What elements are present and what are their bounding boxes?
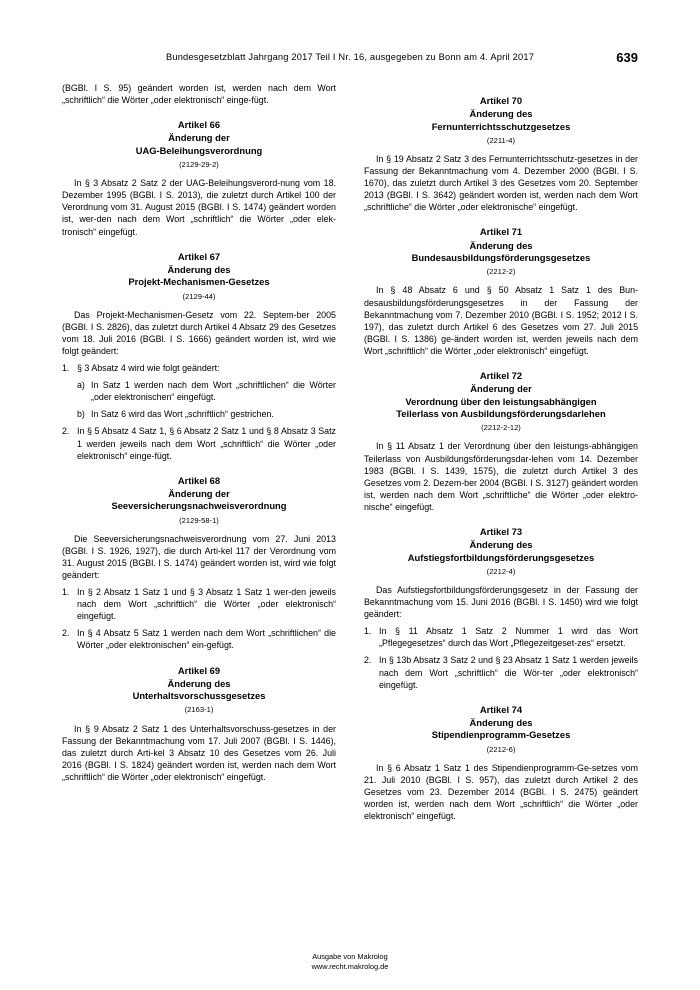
article-title: Artikel 70: [479, 95, 523, 106]
list-item-text: In § 5 Absatz 4 Satz 1, § 6 Absatz 2 Satz 1 und § 8 Absatz 3 Satz 1 werden jeweils nach dem Wort „schriftlich“ die Wörter „oder elektronisch“ einge-fügt.: [77, 426, 336, 461]
article-subtitle: Änderung des Stipendienprogramm-Gesetzes: [431, 716, 571, 741]
list-item-text: In § 13b Absatz 3 Satz 2 und § 23 Absatz 1 Satz 1 werden jeweils nach dem Wort „schriftlich“ die Wör-ter „oder elektronisch“ eingefügt.: [379, 655, 638, 690]
article-subtitle: Änderung des Unterhaltsvorschussgesetzes: [132, 677, 266, 702]
article-code: (2129-44): [182, 291, 216, 301]
header-title: Bundesgesetzblatt Jahrgang 2017 Teil I Nr. 16, ausgegeben zu Bonn am 4. April 2017: [165, 52, 535, 62]
list-item-text: In § 4 Absatz 5 Satz 1 werden nach dem Wort „schriftlichen“ die Wörter „oder elektronischen“ ein-gefügt.: [77, 628, 336, 651]
right-column: [364, 82, 638, 942]
list-item-marker: 2.: [62, 628, 70, 639]
article-subtitle: Änderung der UAG-Beleihungsverordnung: [135, 132, 263, 156]
list-item-text: § 3 Absatz 4 wird wie folgt geändert:: [77, 363, 220, 374]
list-item: [62, 362, 336, 374]
article-code: (2211-4): [486, 135, 516, 145]
article-title: Artikel 66: [177, 119, 221, 131]
list-item: [364, 625, 638, 649]
article-code: (2129-29-2): [179, 160, 219, 170]
columns-container: [62, 82, 638, 942]
footer-line-1: Ausgabe von Makrolog: [312, 952, 388, 961]
article-title: Artikel 72: [479, 370, 523, 382]
article-code: (2212-4): [486, 566, 516, 576]
article-sublist: [77, 379, 336, 420]
article-paragraph: In § 11 Absatz 1 der Verordnung über den leistungs-abhängigen Teilerlass von Ausbildungsförderungsdar-lehen vom 14. Dezember 1983 (BGBl. I S. 1439, 1575), die zuletzt durch Artikel 3 des Gesetzes vom 2. Dezem-ber 2004 (BGBl. I S. 3127) geändert worden ist, werden nach dem Wort „schriftliche“ die Wörter „oder elektro-nische“ eingefügt.: [364, 441, 638, 512]
article-code: (2163-1): [184, 705, 214, 715]
article-paragraph: In § 3 Absatz 2 Satz 2 der UAG-Beleihungsverord-nung vom 18. Dezember 1995 (BGBl. I S. 2013), die zuletzt durch Artikel 100 der Verordnung vom 31. August 2015 (BGBl. I S. 1474) geändert worden ist, wer-den nach dem Wort „schriftlich“ die Wörter „oder elek-tronisch“ eingefügt.: [62, 178, 336, 237]
article-subtitle: Änderung des Bundesausbildungsförderungsgesetzes: [411, 239, 591, 263]
article-code: (2212-6): [486, 744, 516, 754]
list-item: [62, 586, 336, 622]
list-item-marker: 2.: [364, 655, 372, 666]
article-paragraph: In § 6 Absatz 1 Satz 1 des Stipendienprogramm-Ge-setzes vom 21. Juli 2010 (BGBl. I S. 957), das zuletzt durch Artikel 2 des Gesetzes vom 23. Dezember 2014 (BGBl. I S. 2475) geändert worden ist, werden nach dem Wort „schriftlich“ die Wörter „oder elektronisch“ eingefügt.: [364, 762, 638, 822]
list-item-marker: 1.: [364, 626, 372, 637]
article-subtitle: Änderung des Aufstiegsfortbildungsförderungsgesetzes: [407, 539, 595, 563]
article-subtitle: Änderung der Verordnung über den leistungsabhängigen Teilerlass von Ausbildungsförderungsdarlehen: [396, 383, 606, 419]
article-title: Artikel 74: [479, 703, 523, 715]
page-header: [62, 50, 638, 65]
sublist-item-text: In Satz 1 werden nach dem Wort „schriftlichen“ die Wörter „oder elektronischen“ eingefügt.: [91, 380, 336, 403]
list-item-text: In § 2 Absatz 1 Satz 1 und § 3 Absatz 1 Satz 1 wer-den jeweils nach dem Wort „schriftlich“ die Wörter „oder elektronisch“ eingefügt.: [77, 587, 336, 622]
article-paragraph: In § 19 Absatz 2 Satz 3 des Fernunterrichtsschutz-gesetzes in der Fassung der Bekanntmachung vom 4. Dezember 2000 (BGBl. I S. 1670), das zuletzt durch Artikel 3 des Gesetzes vom 20. September 2013 (BGBl. I S. 3642) geändert worden ist, werden nach dem Wort „schriftliche“ die Wörter „oder elektronische“ eingefügt.: [364, 154, 638, 213]
article-list: [364, 625, 638, 690]
article-code: (2212-2): [486, 267, 516, 277]
list-item-marker: 1.: [62, 363, 70, 374]
article-subtitle: Änderung der Seeversicherungsnachweisverordnung: [111, 487, 287, 512]
sublist-item: [77, 379, 336, 403]
list-item: [364, 654, 638, 690]
article-paragraph: In § 9 Absatz 2 Satz 1 des Unterhaltsvorschuss-gesetzes in der Fassung der Bekanntmachung vom 17. Juli 2007 (BGBl. I S. 1446), das zuletzt durch Arti-kel 3 Absatz 10 des Gesetzes vom 26. Juli 2016 (BGBl. I S. 1824) geändert worden ist, werden nach dem Wort „schriftlich“ die Wörter „oder elektronisch“ eingefügt.: [62, 723, 336, 782]
list-item-marker: 2.: [62, 426, 70, 437]
article-paragraph: Das Projekt-Mechanismen-Gesetz vom 22. Septem-ber 2005 (BGBl. I S. 2826), das zuletzt durch Artikel 4 Absatz 29 des Gesetzes vom 18. Juli 2016 (BGBl. I S. 1666) geändert worden ist, wird wie folgt geändert:: [62, 309, 336, 356]
sublist-item-text: In Satz 6 wird das Wort „schriftlich“ gestrichen.: [91, 409, 274, 420]
article-subtitle: Änderung des Projekt-Mechanismen-Gesetzes: [128, 263, 270, 288]
list-item-marker: 1.: [62, 587, 70, 598]
article-code: (2212-2-12): [481, 423, 521, 433]
article-subtitle: Änderung des Fernunterrichtsschutzgesetzes: [431, 108, 571, 132]
page-number: 639: [616, 50, 638, 65]
article-list: [62, 362, 336, 462]
footer-line-2: www.recht.makrolog.de: [311, 962, 389, 971]
article-code: (2129-58-1): [179, 515, 219, 525]
article-title: Artikel 73: [479, 526, 523, 537]
article-title: Artikel 68: [177, 474, 221, 486]
list-item: [62, 627, 336, 651]
article-list: [62, 586, 336, 651]
article-paragraph: In § 48 Absatz 6 und § 50 Absatz 1 Satz 1 des Bun-desausbildungsförderungsgesetzes in der Fassung der Bekanntmachung vom 7. Dezember 2010 (BGBl. I S. 1952; 2012 I S. 197), das zuletzt durch Artikel 6 des Gesetzes vom 27. Juli 2015 (BGBl. I S. 1386) ge-ändert worden ist, werden jeweils nach dem Wort „schriftlich“ die Wörter „oder elektronisch“ eingefügt.: [364, 285, 638, 356]
article-paragraph: Die Seeversicherungsnachweisverordnung vom 27. Juni 2013 (BGBl. I S. 1926, 1927), die durch Arti-kel 117 der Verordnung vom 31. August 2015 (BGBl. I S. 1474) geändert worden ist, wird wie folgt geändert:: [62, 533, 336, 580]
left-column: [62, 82, 336, 942]
sublist-item: [77, 408, 336, 420]
list-item-text: In § 11 Absatz 1 Satz 2 Nummer 1 wird das Wort „Pflegegesetzes“ durch das Wort „Pflegezeitgeset-zes“ ersetzt.: [379, 626, 638, 649]
sublist-item-marker: b): [77, 409, 85, 420]
article-title: Artikel 71: [479, 226, 523, 238]
sublist-item-marker: a): [77, 380, 85, 391]
list-item: [62, 425, 336, 461]
article-paragraph: Das Aufstiegsfortbildungsförderungsgesetz in der Fassung der Bekanntmachung vom 15. Juni 2016 (BGBl. I S. 1450) wird wie folgt geändert:: [364, 585, 638, 620]
continued-paragraph: (BGBl. I S. 95) geändert worden ist, werden nach dem Wort „schriftlich“ die Wörter „oder elektronisch“ einge-fügt.: [62, 83, 336, 106]
article-title: Artikel 69: [177, 664, 221, 676]
page-footer: [0, 952, 700, 972]
article-title: Artikel 67: [177, 250, 221, 262]
